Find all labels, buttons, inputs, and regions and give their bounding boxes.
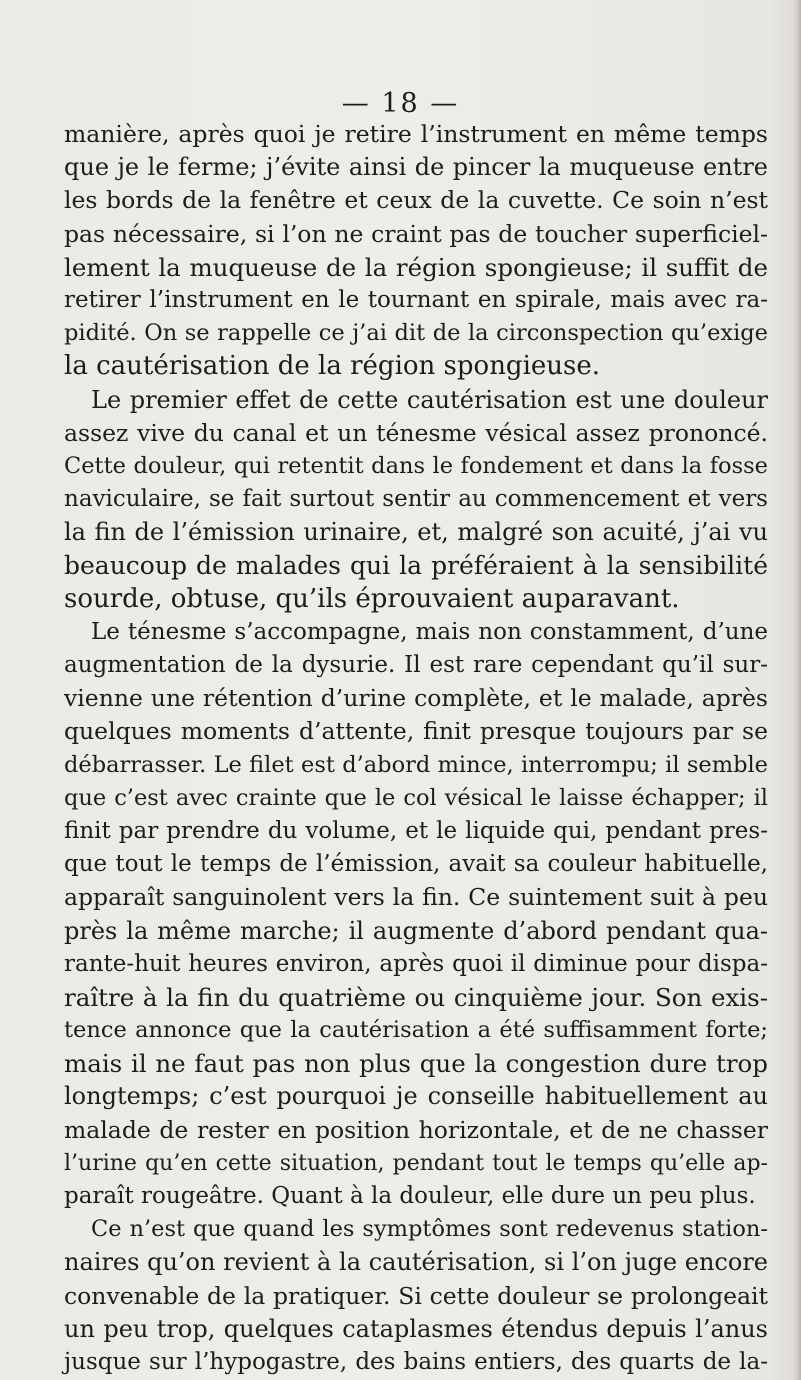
text-line: la fin de l’émission urinaire, et, malgré son acuité, j’ai vu	[64, 518, 768, 547]
text-line: que c’est avec crainte que le col vésical le laisse échapper; il	[64, 784, 768, 811]
text-line: finit par prendre du volume, et le liquide qui, pendant pres-	[64, 817, 768, 844]
text-line: malade de rester en position horizontale, et de ne chasser	[64, 1115, 768, 1144]
text-line: naires qu’on revient à la cautérisation, si l’on juge encore	[64, 1248, 768, 1277]
text-line: un peu trop, quelques cataplasmes étendus depuis l’anus	[64, 1314, 768, 1343]
text-line: longtemps; c’est pourquoi je conseille habituellement au	[64, 1082, 768, 1111]
text-line: vienne une rétention d’urine complète, et le malade, après	[64, 684, 768, 713]
page-edge-shadow	[793, 0, 801, 1380]
text-line: manière, après quoi je retire l’instrument en même temps	[64, 120, 768, 148]
text-line: que je le ferme; j’évite ainsi de pincer la muqueuse entre	[64, 153, 768, 182]
text-line: naviculaire, se fait surtout sentir au commencement et vers	[64, 486, 768, 513]
text-line: les bords de la fenêtre et ceux de la cuvette. Ce soin n’est	[64, 186, 768, 215]
text-line: beaucoup de malades qui la préféraient à la sensibilité	[64, 551, 768, 581]
text-line: apparaît sanguinolent vers la fin. Ce suintement suit à peu	[64, 883, 768, 912]
text-line: augmentation de la dysurie. Il est rare cependant qu’il sur-	[64, 652, 768, 678]
text-line: tence annonce que la cautérisation a été suffisamment forte;	[64, 1017, 768, 1044]
text-line: pidité. On se rappelle ce j’ai dit de la circonspection qu’exige	[64, 320, 768, 347]
text-line: retirer l’instrument en le tournant en spirale, mais avec ra-	[64, 286, 768, 313]
text-line: mais il ne faut pas non plus que la congestion dure trop	[64, 1049, 768, 1079]
text-line: que tout le temps de l’émission, avait sa couleur habituelle,	[64, 851, 768, 878]
text-line: quelques moments d’attente, finit presque toujours par se	[64, 717, 768, 746]
text-line: l’urine qu’en cette situation, pendant tout le temps qu’elle ap-	[64, 1150, 768, 1176]
page-body-text	[64, 118, 768, 1379]
text-line: pas nécessaire, si l’on ne craint pas de toucher superficiel-	[64, 219, 768, 248]
text-line: près la même marche; il augmente d’abord pendant qua-	[64, 916, 768, 945]
text-line: raître à la fin du quatrième ou cinquième jour. Son exis-	[64, 982, 768, 1012]
text-line: rante-huit heures environ, après quoi il diminue pour dispa-	[64, 950, 768, 977]
text-line: Ce n’est que quand les symptômes sont redevenus station-	[91, 1216, 768, 1243]
text-line: jusque sur l’hypogastre, des bains entiers, des quarts de la-	[64, 1348, 768, 1375]
page-number-header: — 18 —	[341, 88, 460, 119]
text-line: lement la muqueuse de la région spongieuse; il suffit de	[64, 252, 768, 282]
text-line: sourde, obtuse, qu’ils éprouvaient auparavant.	[64, 583, 680, 614]
text-line: débarrasser. Le filet est d’abord mince, interrompu; il semble	[64, 751, 768, 778]
text-line: convenable de la pratiquer. Si cette douleur se prolongeait	[64, 1281, 768, 1310]
text-line: la cautérisation de la région spongieuse.	[64, 351, 601, 382]
text-line: Le ténesme s’accompagne, mais non constamment, d’une	[91, 618, 768, 645]
text-line: Cette douleur, qui retentit dans le fondement et dans la fosse	[64, 452, 768, 479]
text-line: assez vive du canal et un ténesme vésical assez prononcé.	[64, 418, 768, 447]
text-line: paraît rougeâtre. Quant à la douleur, elle dure un peu plus.	[64, 1183, 756, 1209]
text-line: Le premier effet de cette cautérisation est une douleur	[91, 385, 768, 414]
